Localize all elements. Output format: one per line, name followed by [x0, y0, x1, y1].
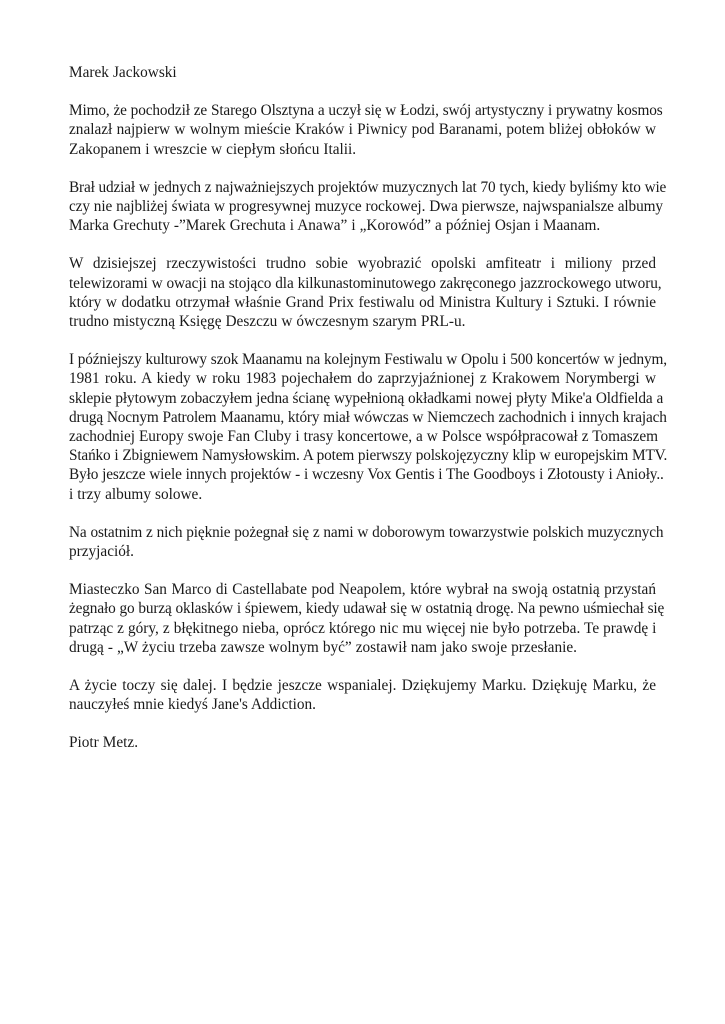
paragraph-line: zachodniej Europy swoje Fan Cluby i trasy koncertowe, a w Polsce współpracował z Tomaszem [69, 428, 659, 446]
paragraph-line: Na ostatnim z nich pięknie pożegnał się z nami w doborowym towarzystwie polskich muzycznych [69, 523, 664, 541]
paragraph-line: drugą Nocnym Patrolem Maanamu, który miał wówczas w Niemczech zachodnich i innych krajach [69, 408, 667, 426]
paragraph-line: trudno mistyczną Księgę Deszczu w ówczesnym szarym PRL-u. [69, 313, 466, 331]
author-heading [69, 63, 656, 82]
paragraph-line: i trzy albumy solowe. [69, 485, 203, 503]
paragraph-line: nauczyłeś mnie kiedyś Jane's Addiction. [69, 696, 316, 714]
paragraph-line: Miasteczko San Marco di Castellabate pod Neapolem, które wybrał na swoją ostatnią przystań [69, 581, 656, 599]
paragraph-line: Było jeszcze wiele innych projektów - i wczesny Vox Gentis i The Goodboys i Złotousty i Anioły.. [69, 466, 664, 484]
paragraph-5 [69, 523, 664, 561]
signature-text: Piotr Metz. [69, 734, 139, 752]
paragraph-line: znalazł najpierw w wolnym mieście Kraków i Piwnicy pod Baranami, potem bliżej obłoków w [69, 121, 656, 139]
document-body [69, 63, 668, 772]
paragraph-line: Zakopanem i wreszcie w ciepłym słońcu Italii. [69, 140, 357, 158]
paragraph-1 [69, 101, 663, 159]
paragraph-line: przyjaciół. [69, 543, 134, 561]
paragraph-3 [69, 254, 662, 331]
paragraph-line: A życie toczy się dalej. I będzie jeszcze wspanialej. Dziękujemy Marku. Dziękuję Marku, że [69, 677, 656, 695]
paragraph-line: żegnało go burzą oklasków i śpiewem, kiedy udawał się w ostatnią drogę. Na pewno uśmiechał się [69, 600, 665, 618]
paragraph-6 [69, 580, 665, 657]
paragraph-7 [69, 676, 656, 714]
paragraph-line: Stańko i Zbigniewem Namysłowskim. A potem pierwszy polskojęzyczny klip w europejskim MTV. [69, 447, 668, 465]
paragraph-line: Mimo, że pochodził ze Starego Olsztyna a uczył się w Łodzi, swój artystyczny i prywatny kosmos [69, 102, 663, 120]
paragraph-line: W dzisiejszej rzeczywistości trudno sobie wyobrazić opolski amfiteatr i miliony przed [69, 255, 656, 273]
paragraph-line: czy nie najbliżej świata w progresywnej muzyce rockowej. Dwa pierwsze, najwspanialsze albumy [69, 198, 663, 216]
signature [69, 733, 656, 752]
paragraph-line: patrząc z góry, z błękitnego nieba, oprócz którego nic mu więcej nie było potrzeba. Te prawdę i [69, 619, 657, 637]
paragraph-line: 1981 roku. A kiedy w roku 1983 pojechałem do zaprzyjaźnionej z Krakowem Norymbergi w [69, 370, 656, 388]
paragraph-line: Marka Grechuty -”Marek Grechuta i Anawa” i „Korowód” a później Osjan i Maanam. [69, 217, 601, 235]
paragraph-line: Brał udział w jednych z najważniejszych projektów muzycznych lat 70 tych, kiedy byliśmy kto wie [69, 178, 667, 196]
paragraph-4 [69, 350, 668, 504]
paragraph-line: I późniejszy kulturowy szok Maanamu na kolejnym Festiwalu w Opolu i 500 koncertów w jednym, [69, 351, 667, 369]
paragraph-2 [69, 178, 667, 236]
paragraph-line: telewizorami w owacji na stojąco dla kilkunastominutowego zakręconego jazzrockowego utworu, [69, 274, 662, 292]
paragraph-line: który w dodatku otrzymał właśnie Grand Prix festiwalu od Ministra Kultury i Sztuki. I równie [69, 293, 656, 311]
paragraph-line: sklepie płytowym zobaczyłem jedna ścianę wypełnioną okładkami nowej płyty Mike'a Oldfielda a [69, 389, 664, 407]
paragraph-line: drugą - „W życiu trzeba zawsze wolnym być” zostawił nam jako swoje przesłanie. [69, 638, 577, 656]
author-heading-text: Marek Jackowski [69, 64, 177, 81]
